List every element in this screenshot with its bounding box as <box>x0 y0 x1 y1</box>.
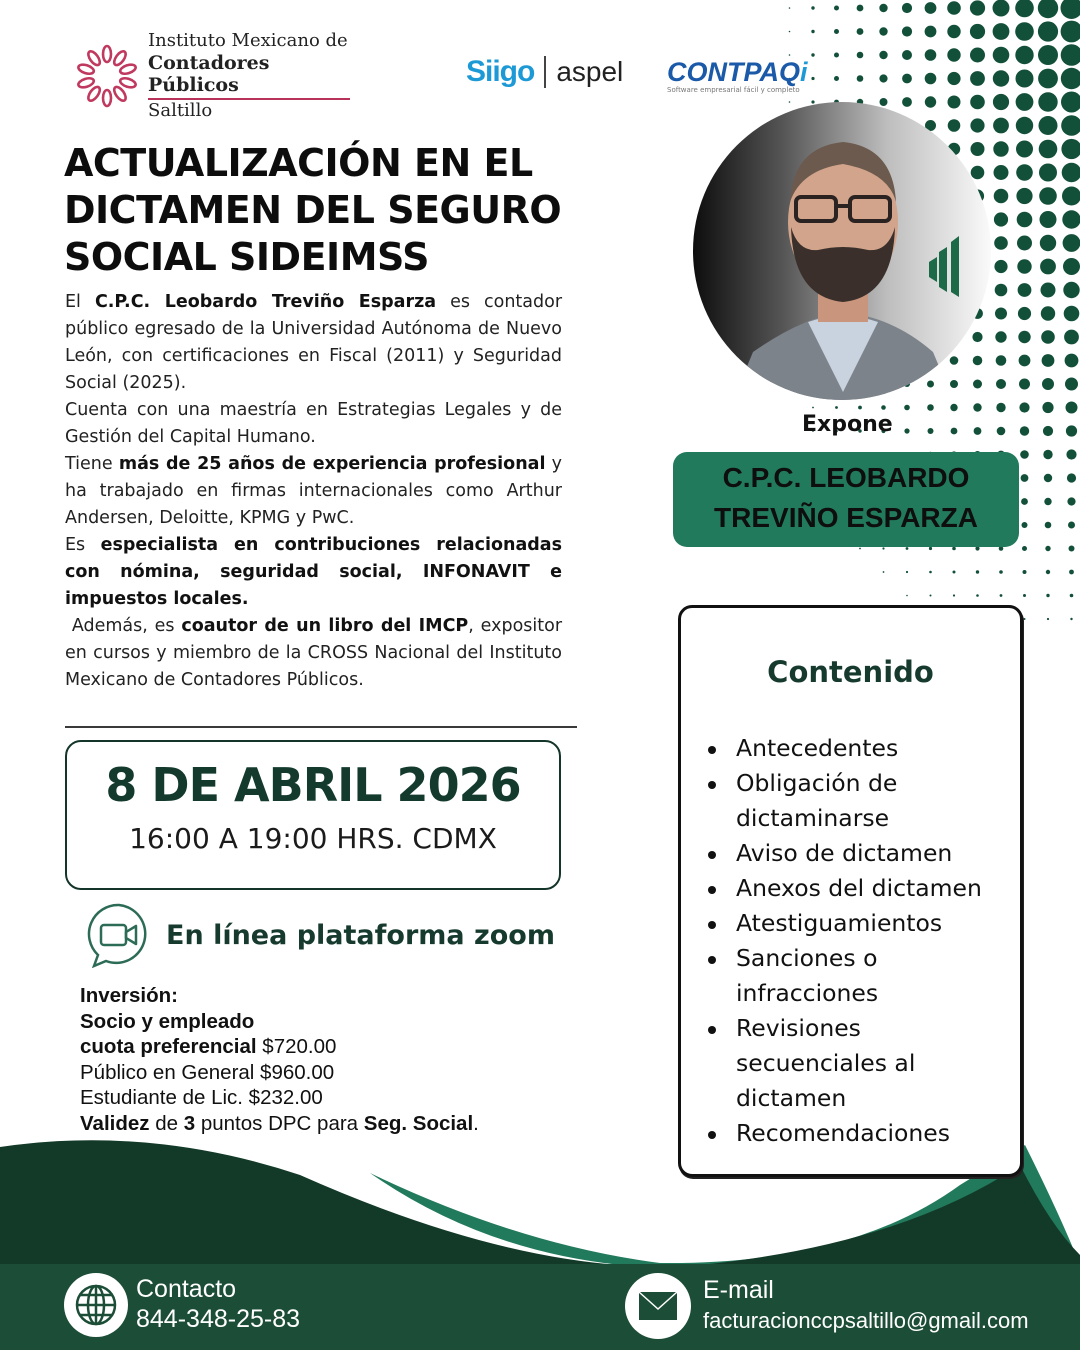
member-price: $720.00 <box>256 1035 337 1058</box>
contact-label: Contacto <box>136 1275 237 1303</box>
bio-text: , expositor en cursos y miembro de la CROSS Nacional del Instituto Mexicano de Contadores Públicos. <box>65 616 563 690</box>
page-title <box>64 140 584 281</box>
content-list <box>681 731 1020 1151</box>
bio-highlight: especialista en contribuciones relacionadas con nómina, seguridad social, INFONAVIT e impuestos locales. <box>65 535 562 609</box>
speaker-bio <box>65 289 562 694</box>
content-outline-box <box>678 605 1023 1177</box>
bio-highlight: más de 25 años de experiencia profesional <box>118 454 546 474</box>
title-line-2: DICTAMEN DEL SEGURO <box>64 188 562 232</box>
title-line-3: SOCIAL SIDEIMSS <box>64 235 430 279</box>
validity-line <box>80 1111 479 1137</box>
bio-paragraph-1 <box>65 289 562 397</box>
validity-text: de <box>149 1111 184 1135</box>
content-title: Contenido <box>767 655 934 689</box>
dpc-points: 3 <box>183 1111 196 1135</box>
aspel-logo: aspel <box>556 56 624 87</box>
validity-label: Validez <box>80 1111 150 1135</box>
email-address[interactable]: facturacionccpsaltillo@gmail.com <box>703 1308 1029 1333</box>
imcp-logo <box>74 30 350 122</box>
contact-phone[interactable]: 844-348-25-83 <box>136 1305 301 1333</box>
speaker-photo <box>693 102 991 400</box>
contpaqi-logo <box>667 57 808 94</box>
bio-paragraph-3 <box>65 451 562 532</box>
email-label: E-mail <box>703 1276 774 1304</box>
bio-text: El <box>65 292 95 312</box>
list-item: Antecedentes <box>706 731 1006 766</box>
video-call-icon <box>86 902 152 968</box>
list-item: Aviso de dictamen <box>706 836 1006 871</box>
event-modality <box>86 902 555 968</box>
bio-highlight: coautor de un libro del IMCP <box>181 616 469 636</box>
speaker-name-line-1: C.P.C. LEOBARDO <box>722 462 970 493</box>
bio-text: Es <box>65 535 101 555</box>
imcp-name-line2: Contadores Públicos <box>148 52 350 100</box>
speaker-label: Expone <box>802 412 893 437</box>
investment-info <box>80 983 479 1136</box>
imcp-name-line1: Instituto Mexicano de <box>148 30 348 51</box>
siigo-logo: Siigo <box>466 55 535 88</box>
list-item: Sanciones o infracciones <box>706 941 1006 1011</box>
event-date-box <box>65 740 561 890</box>
bio-paragraph-4 <box>65 532 562 613</box>
dpc-area: Seg. Social <box>363 1111 474 1135</box>
envelope-icon <box>625 1273 691 1339</box>
partner-logos <box>466 55 623 89</box>
event-date: 8 DE ABRIL 2026 <box>105 758 521 812</box>
email-info <box>625 1273 1029 1339</box>
bio-text: es contador público egresado de la Universidad Autónoma de Nuevo León, con certificaciones en Fiscal (2011) y Seguridad Social (2025). <box>65 292 563 393</box>
bio-paragraph-2: Cuenta con una maestría en Estrategias Legales y de Gestión del Capital Humano. <box>65 400 562 447</box>
bio-speaker-name: C.P.C. Leobardo Treviño Esparza <box>94 292 437 312</box>
validity-text: puntos DPC para <box>195 1111 364 1135</box>
validity-text: . <box>473 1111 479 1135</box>
modality-text: En línea plataforma zoom <box>166 919 555 951</box>
bio-text: Tiene <box>65 454 119 474</box>
list-item: Obligación de dictaminarse <box>706 766 1006 836</box>
student-price: Estudiante de Lic. $232.00 <box>80 1086 323 1109</box>
title-line-1: ACTUALIZACIÓN EN EL <box>64 141 533 185</box>
member-rate-label: cuota preferencial <box>80 1035 257 1058</box>
bio-paragraph-5 <box>65 613 562 694</box>
contpaqi-tagline: Software empresarial fácil y completo <box>667 86 800 94</box>
contpaqi-i-mark: i <box>800 57 808 87</box>
imcp-chapter: Saltillo <box>148 100 213 121</box>
speaker-name-badge <box>673 452 1019 547</box>
member-label: Socio y empleado <box>80 1009 255 1033</box>
speaker-portrait-illustration <box>693 102 991 400</box>
investment-heading: Inversión: <box>80 984 178 1007</box>
list-item: Atestiguamientos <box>706 906 1006 941</box>
contpaqi-wordmark: CONTPAQ <box>667 57 800 87</box>
list-item: Revisiones secuenciales al dictamen <box>706 1011 1006 1116</box>
member-price-line <box>80 1034 479 1060</box>
event-time: 16:00 A 19:00 HRS. CDMX <box>129 822 497 855</box>
logo-separator <box>544 56 546 88</box>
bio-text: Además, es <box>65 616 182 636</box>
bio-text: y ha trabajado en firmas internacionales como Arthur Andersen, Deloitte, KPMG y PwC. <box>65 454 563 528</box>
list-item: Recomendaciones <box>706 1116 1006 1151</box>
section-divider <box>65 726 577 728</box>
public-price: Público en General $960.00 <box>80 1060 335 1084</box>
speaker-name-line-2: TREVIÑO ESPARZA <box>714 502 978 533</box>
contact-info <box>64 1273 300 1337</box>
imcp-flower-icon <box>74 43 140 109</box>
list-item: Anexos del dictamen <box>706 871 1006 906</box>
globe-icon <box>64 1273 128 1337</box>
